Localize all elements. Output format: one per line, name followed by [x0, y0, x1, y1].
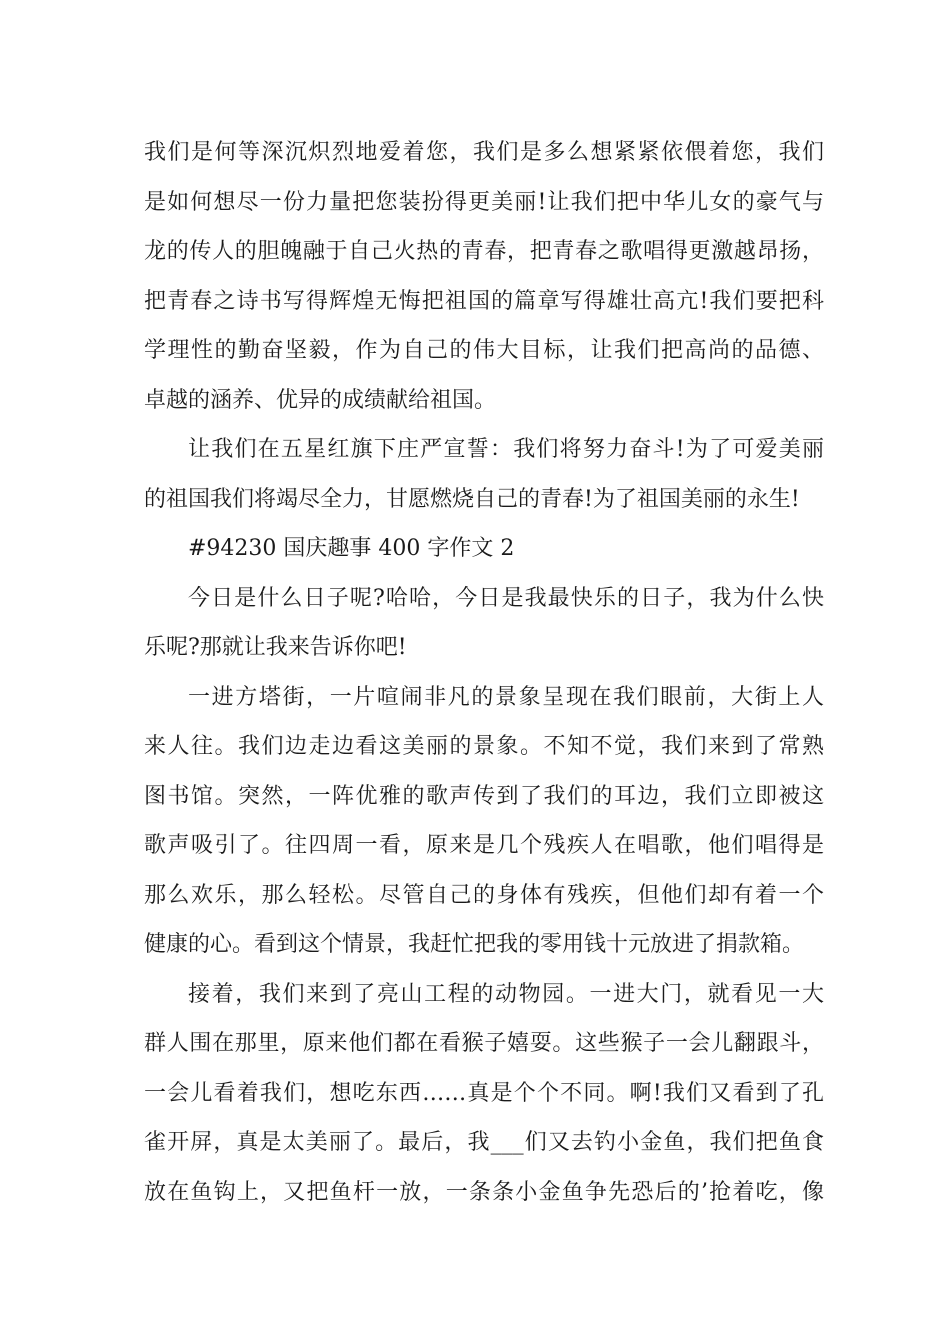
paragraph-line: 卓越的涵养、优异的成绩献给祖国。 [144, 387, 497, 413]
paragraph-line: 让我们在五星红旗下庄严宣誓：我们将努力奋斗!为了可爱美丽 [188, 437, 824, 462]
paragraph-line: 学理性的勤奋坚毅，作为自己的伟大目标，让我们把高尚的品德、 [144, 338, 824, 363]
paragraph-line: 图书馆。突然，一阵优雅的歌声传到了我们的耳边，我们立即被这 [144, 783, 824, 809]
paragraph-line: 把青春之诗书写得辉煌无悔把祖国的篇章写得雄壮高亢!我们要把科 [144, 288, 824, 314]
paragraph-line: 是如何想尽一份力量把您装扮得更美丽!让我们把中华儿女的豪气与 [144, 189, 824, 215]
paragraph-line: 那么欢乐，那么轻松。尽管自己的身体有残疾，但他们却有着一个 [144, 882, 824, 908]
paragraph-line: 一会儿看着我们，想吃东西……真是个个不同。啊!我们又看到了孔 [144, 1080, 824, 1106]
paragraph-line: 来人往。我们边走边看这美丽的景象。不知不觉，我们来到了常熟 [144, 734, 824, 759]
paragraph-line: 的祖国我们将竭尽全力，甘愿燃烧自己的青春!为了祖国美丽的永生! [144, 486, 800, 512]
paragraph-line: 乐呢?那就让我来告诉你吧! [144, 635, 407, 660]
paragraph-line: 健康的心。看到这个情景，我赶忙把我的零用钱十元放进了捐款箱。 [144, 932, 805, 957]
paragraph-line: 我们是何等深沉炽烈地爱着您，我们是多么想紧紧依偎着您，我们 [144, 140, 824, 165]
paragraph-line: 歌声吸引了。往四周一看，原来是几个残疾人在唱歌，他们唱得是 [144, 833, 824, 858]
paragraph-line: 一进方塔街，一片喧闹非凡的景象呈现在我们眼前，大街上人 [188, 684, 824, 710]
paragraph-line: 接着，我们来到了亮山工程的动物园。一进大门，就看见一大 [188, 981, 824, 1007]
paragraph-line: 放在鱼钩上，又把鱼杆一放，一条条小金鱼争先恐后的’抢着吃，像 [144, 1179, 824, 1205]
paragraph-line: 龙的传人的胆魄融于自己火热的青春，把青春之歌唱得更激越昂扬， [144, 239, 824, 264]
paragraph-line: 雀开屏，真是太美丽了。最后，我___们又去钓小金鱼，我们把鱼食 [144, 1130, 824, 1155]
section-heading: #94230 国庆趣事 400 字作文 2 [188, 536, 515, 561]
paragraph-line: 今日是什么日子呢?哈哈，今日是我最快乐的日子，我为什么快 [188, 585, 824, 611]
paragraph-line: 群人围在那里，原来他们都在看猴子嬉耍。这些猴子一会儿翻跟斗， [144, 1031, 824, 1056]
body-text [144, 128, 824, 1217]
